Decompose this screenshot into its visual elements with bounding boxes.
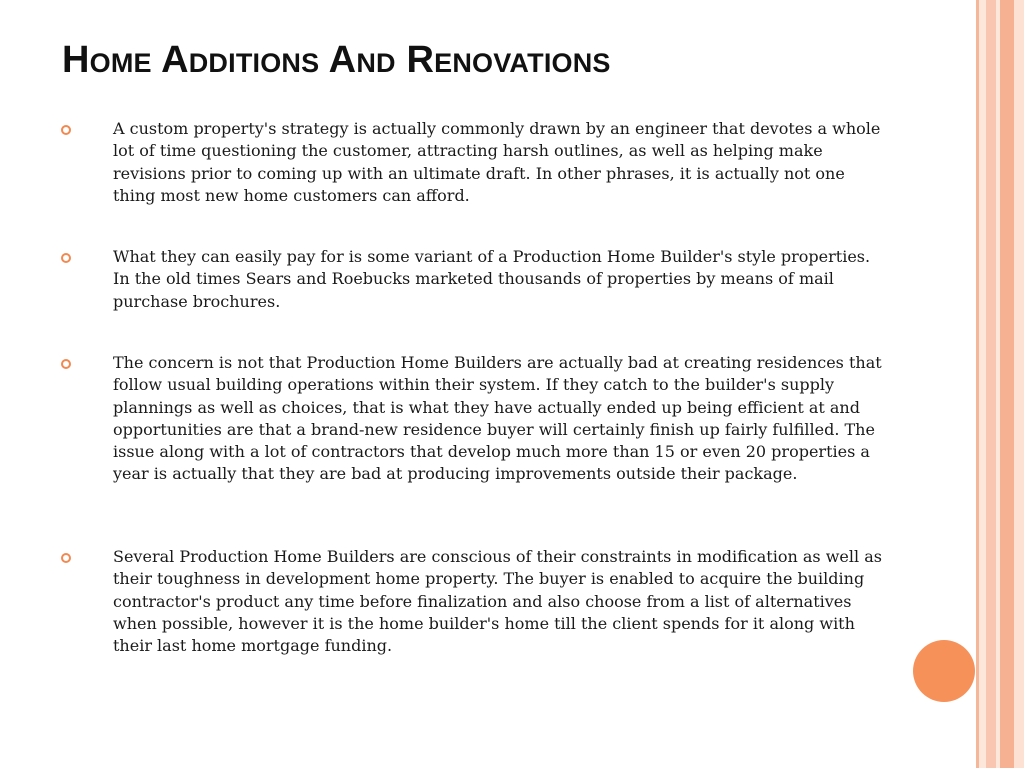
bullet-text: Several Production Home Builders are conscious of their constraints in modification as well as their toughness in development home property. The buyer is enabled to acquire the building contractor's product any time before finalization and also choose from a list of alternatives when possible, however it is the home builder's home till the client spends for it along with their last home mortgage funding.	[113, 547, 882, 656]
ring-bullet-icon	[61, 125, 71, 135]
slide-title: Home Additions And Renovations	[62, 39, 611, 81]
decorative-border-stripes	[976, 0, 1024, 768]
border-stripe	[1014, 0, 1024, 768]
border-stripe	[979, 0, 986, 768]
ring-bullet-icon	[61, 553, 71, 563]
ring-bullet-icon	[61, 253, 71, 263]
border-stripe	[1000, 0, 1014, 768]
bullet-text: The concern is not that Production Home Builders are actually bad at creating residences that follow usual building operations within their system. If they catch to the builder's supply plannings as well as choices, that is what they have actually ended up being efficient at and opportunities are that a brand-new residence buyer will certainly finish up fairly fulfilled. The issue along with a lot of contractors that develop much more than 15 or even 20 properties a year is actually that they are bad at producing improvements outside their package.	[113, 353, 882, 484]
bullet-text: What they can easily pay for is some variant of a Production Home Builder's style properties. In the old times Sears and Roebucks marketed thousands of properties by means of mail purchase brochures.	[113, 247, 871, 311]
ring-bullet-icon	[61, 359, 71, 369]
decorative-orange-circle	[913, 640, 975, 702]
bullet-text: A custom property's strategy is actually commonly drawn by an engineer that devotes a whole lot of time questioning the customer, attracting harsh outlines, as well as helping make revisions prior to coming up with an ultimate draft. In other phrases, it is actually not one thing most new home customers can afford.	[113, 119, 881, 205]
border-stripe	[986, 0, 996, 768]
